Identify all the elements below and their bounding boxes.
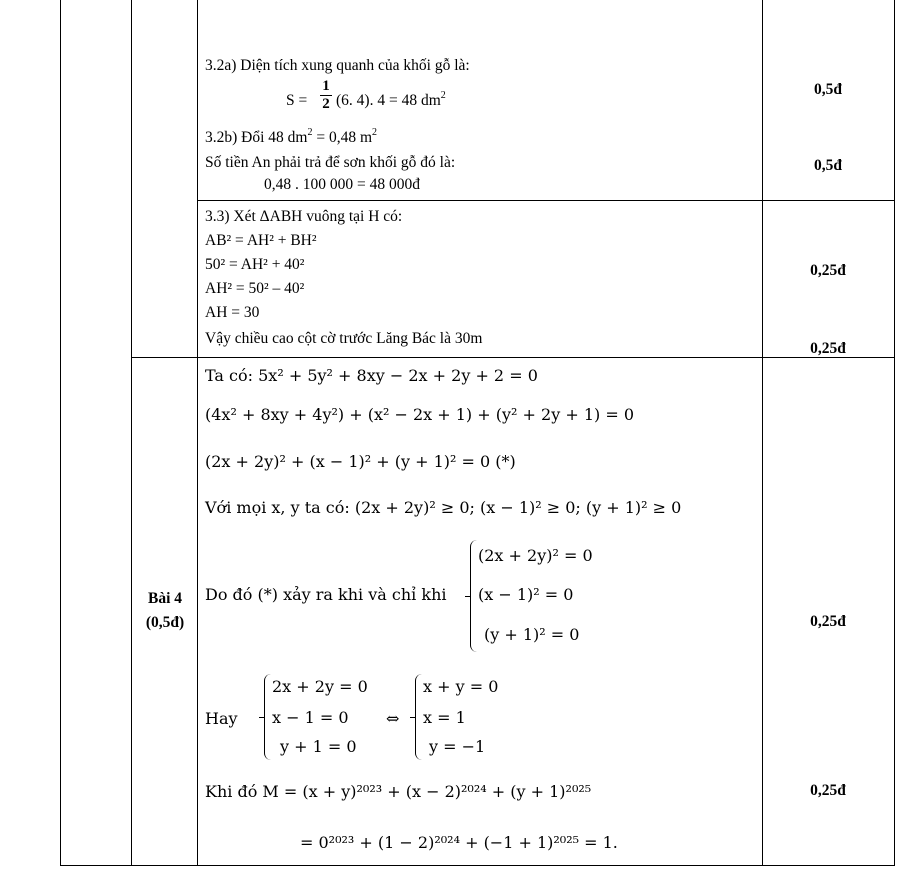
score-3-3a: 0,25đ — [810, 262, 846, 279]
score-3-2b: 0,5đ — [814, 157, 842, 174]
p32b-line1 — [205, 129, 377, 147]
p32a-s-left: S = — [286, 92, 308, 109]
brace-system-3 — [415, 674, 422, 760]
system3-line3: y = −1 — [429, 737, 486, 756]
p32b-line1-b: = 0,48 m — [312, 129, 373, 146]
system1-line2: (x − 1)² = 0 — [478, 585, 574, 604]
system3-line2: x = 1 — [423, 708, 466, 727]
column-divider-3 — [762, 0, 763, 866]
table-border-right — [894, 0, 895, 866]
p33-line6: Vậy chiều cao cột cờ trước Lăng Bác là 30m — [205, 330, 483, 347]
table-border-bottom — [60, 865, 895, 866]
bai4-equation-3: (2x + 2y)² + (x − 1)² + (y + 1)² = 0 (*) — [205, 452, 516, 471]
brace-system-1-tip — [465, 596, 470, 597]
bai4-khi-do: Khi đó M = (x + y)²⁰²³ + (x − 2)²⁰²⁴ + (y + 1)²⁰²⁵ — [205, 782, 592, 801]
score-3-3b: 0,25đ — [810, 340, 846, 357]
bai4-equation-4: Với mọi x, y ta có: (2x + 2y)² ≥ 0; (x − 1)² ≥ 0; (y + 1)² ≥ 0 — [205, 498, 682, 517]
system2-line3: y + 1 = 0 — [280, 737, 357, 756]
p32a-exp: 2 — [440, 90, 446, 101]
score-bai4-a: 0,25đ — [810, 613, 846, 630]
hay-label: Hay — [205, 709, 238, 728]
p32a-intro: 3.2a) Diện tích xung quanh của khối gỗ là: — [205, 57, 470, 74]
brace-system-2 — [264, 674, 271, 760]
column-divider-1 — [131, 0, 132, 866]
p32b-line2: Số tiền An phải trả để sơn khối gỗ đó là: — [205, 154, 456, 171]
table-border-left — [60, 0, 61, 866]
p33-line2: AB² = AH² + BH² — [205, 232, 317, 249]
column-divider-2 — [197, 0, 198, 866]
row-divider-1 — [197, 200, 895, 201]
p33-line1: 3.3) Xét ΔABH vuông tại H có: — [205, 208, 403, 225]
bai4-equation-2: (4x² + 8xy + 4y²) + (x² − 2x + 1) + (y² + 2y + 1) = 0 — [205, 405, 634, 424]
bai4-condition-prefix: Do đó (*) xảy ra khi và chỉ khi — [205, 585, 447, 604]
p32b-exp2: 2 — [372, 127, 378, 138]
score-bai4-b: 0,25đ — [810, 782, 846, 799]
bai4-equation-1: Ta có: 5x² + 5y² + 8xy − 2x + 2y + 2 = 0 — [205, 366, 538, 385]
system3-line1: x + y = 0 — [423, 677, 499, 696]
system2-line1: 2x + 2y = 0 — [272, 677, 368, 696]
fraction-numerator: 1 — [322, 78, 330, 94]
p32b-line3: 0,48 . 100 000 = 48 000đ — [264, 176, 420, 193]
bai4-label-title: Bài 4 — [147, 590, 183, 607]
p33-line5: AH = 30 — [205, 304, 260, 321]
brace-system-3-tip — [410, 717, 415, 718]
brace-system-2-tip — [259, 717, 264, 718]
p33-line3: 50² = AH² + 40² — [205, 256, 305, 273]
p33-line4: AH² = 50² – 40² — [205, 280, 305, 297]
brace-system-1 — [470, 540, 477, 652]
p32a-s-right — [336, 92, 446, 110]
score-3-2a: 0,5đ — [814, 81, 842, 98]
equivalence-icon: ⇔ — [386, 709, 400, 728]
p32b-exp1: 2 — [307, 127, 313, 138]
system1-line3: (y + 1)² = 0 — [484, 625, 580, 644]
p32a-s-right-text: (6. 4). 4 = 48 dm — [336, 92, 441, 109]
bai4-label-points: (0,5đ) — [145, 614, 185, 631]
bai4-final-result: = 0²⁰²³ + (1 − 2)²⁰²⁴ + (−1 + 1)²⁰²⁵ = 1. — [300, 833, 618, 852]
system1-line1: (2x + 2y)² = 0 — [478, 546, 593, 565]
fraction-one-half — [320, 79, 332, 112]
fraction-denominator: 2 — [322, 96, 330, 112]
p32b-line1-a: 3.2b) Đổi 48 dm — [205, 129, 308, 146]
bai4-label — [132, 587, 198, 635]
system2-line2: x − 1 = 0 — [272, 708, 349, 727]
